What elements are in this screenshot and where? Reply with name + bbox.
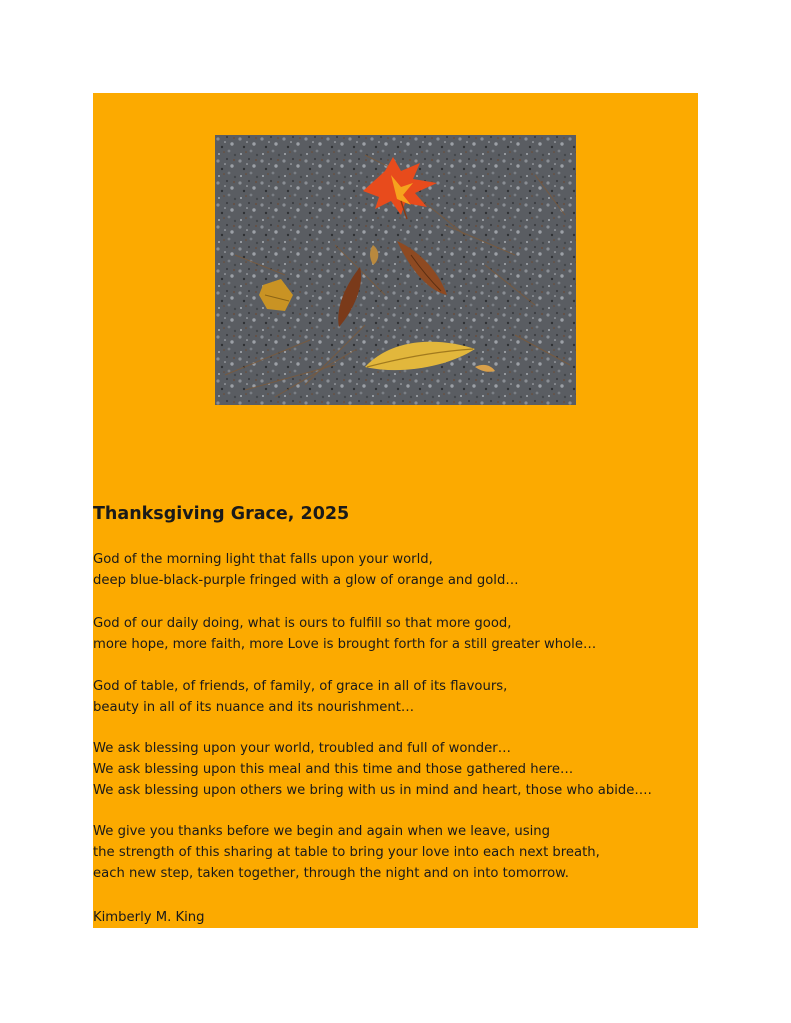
poem-line: We ask blessing upon this meal and this time and those gathered here… — [93, 762, 574, 777]
poem-line: God of the morning light that falls upon your world, — [93, 552, 433, 567]
poem-line: We ask blessing upon others we bring with us in mind and heart, those who abide…. — [93, 783, 652, 798]
poem-line: each new step, taken together, through the night and on into tomorrow. — [93, 866, 569, 881]
poem-line: deep blue-black-purple fringed with a glow of orange and gold… — [93, 573, 519, 588]
poem-stanza-2 — [93, 613, 596, 655]
poem-stanza-3 — [93, 676, 507, 718]
poem-line: We give you thanks before we begin and again when we leave, using — [93, 824, 551, 839]
poem-stanza-5 — [93, 821, 600, 884]
poem-line: God of table, of friends, of family, of grace in all of its flavours, — [93, 679, 508, 694]
poem-stanza-1 — [93, 549, 519, 591]
poem-title: Thanksgiving Grace, 2025 — [93, 504, 350, 524]
poem-stanza-4 — [93, 738, 652, 801]
poem-line: God of our daily doing, what is ours to fulfill so that more good, — [93, 616, 512, 631]
poem-line: the strength of this sharing at table to bring your love into each next breath, — [93, 845, 600, 860]
poem-line: more hope, more faith, more Love is brought forth for a still greater whole… — [93, 637, 597, 652]
autumn-leaves-photo — [215, 135, 576, 405]
poem-line: beauty in all of its nuance and its nourishment… — [93, 700, 415, 715]
poem-author: Kimberly M. King — [93, 910, 205, 925]
poem-line: We ask blessing upon your world, troubled and full of wonder… — [93, 741, 511, 756]
